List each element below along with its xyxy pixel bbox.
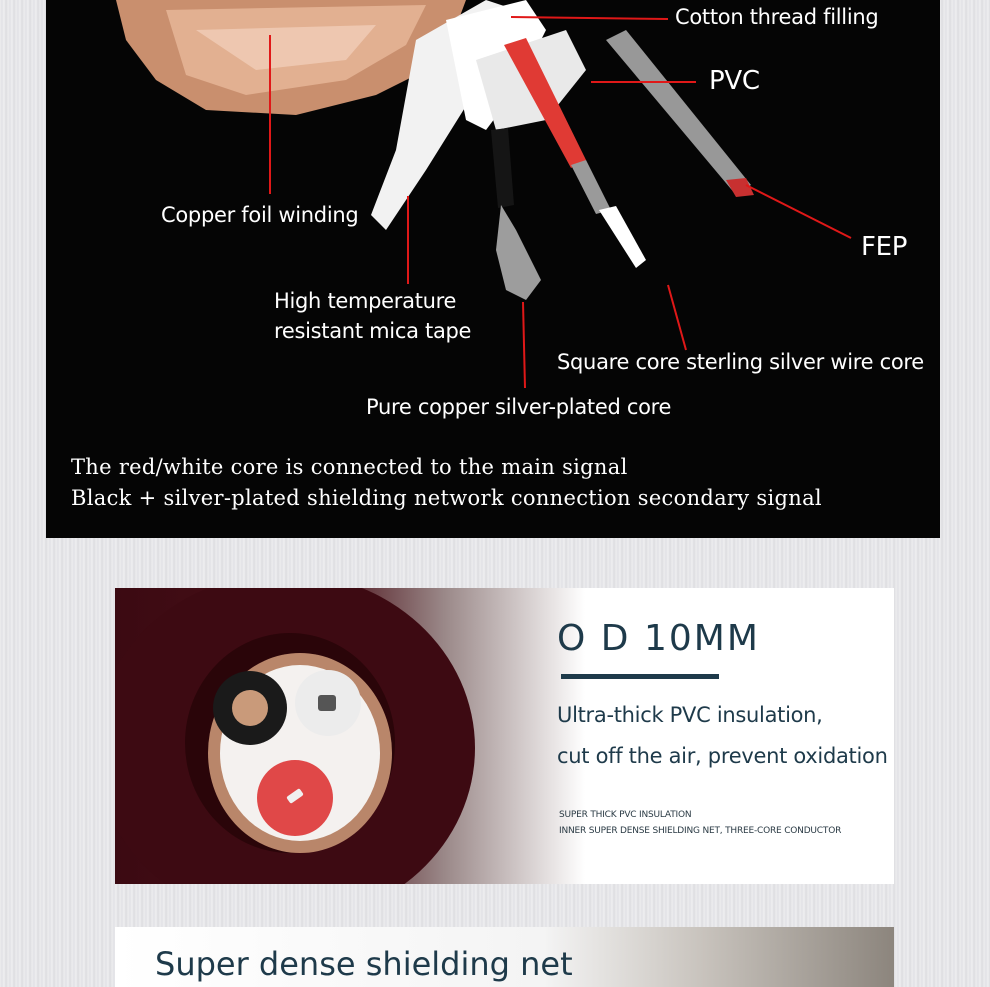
od-small-text-2: INNER SUPER DENSE SHIELDING NET, THREE-CORE CONDUCTOR xyxy=(559,826,842,836)
od-description-line2: cut off the air, prevent oxidation xyxy=(557,744,888,768)
title-underline xyxy=(561,674,719,679)
od-description-line1: Ultra-thick PVC insulation, xyxy=(557,703,823,727)
outer-diameter-panel xyxy=(115,588,894,884)
caption-line-1: The red/white core is connected to the main signal xyxy=(71,455,628,479)
label-cotton-thread-filling: Cotton thread filling xyxy=(675,5,879,29)
label-copper-foil-winding: Copper foil winding xyxy=(161,203,359,227)
label-square-core: Square core sterling silver wire core xyxy=(557,350,924,374)
label-mica-tape-line2: resistant mica tape xyxy=(274,319,472,343)
label-mica-tape-line1: High temperature xyxy=(274,289,457,313)
label-pvc: PVC xyxy=(709,66,760,96)
od-small-text-1: SUPER THICK PVC INSULATION xyxy=(559,810,692,820)
cable-cross-section-photo xyxy=(115,588,585,884)
shielding-net-panel xyxy=(115,927,894,987)
cable-anatomy-panel xyxy=(46,0,940,538)
label-fep: FEP xyxy=(861,232,908,262)
label-pure-copper-core: Pure copper silver-plated core xyxy=(366,395,672,419)
caption-line-2: Black + silver-plated shielding network connection secondary signal xyxy=(71,486,822,510)
shielding-title: Super dense shielding net xyxy=(155,945,573,983)
od-title: O D 10MM xyxy=(557,618,760,659)
